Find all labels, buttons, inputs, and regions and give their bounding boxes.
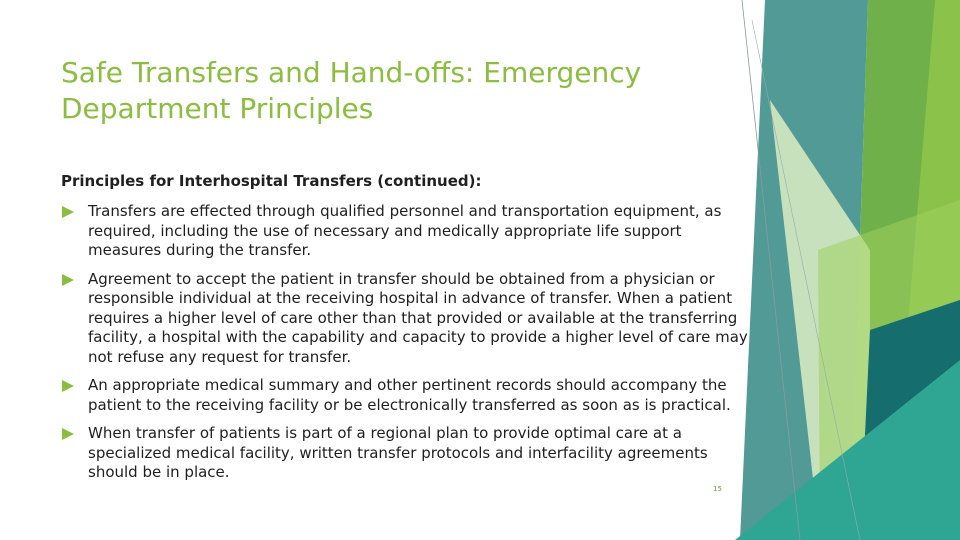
slide-title: Safe Transfers and Hand-offs: Emergency Department Principles bbox=[61, 56, 642, 125]
triangle-bullet-icon bbox=[61, 428, 74, 440]
bullet-text: When transfer of patients is part of a regional plan to provide optimal care at a specialized medical facility, written transfer protocols and interfacility agreements should be in place. bbox=[88, 424, 708, 481]
triangle-bullet-icon bbox=[61, 206, 74, 218]
bullet-text: Transfers are effected through qualified personnel and transportation equipment, as required, including the use of necessary and medically appropriate life support measures during the transfer. bbox=[88, 202, 722, 259]
bullet-item bbox=[61, 270, 751, 368]
bullet-text: An appropriate medical summary and other pertinent records should accompany the patient to the receiving facility or be electronically transferred as soon as is practical. bbox=[88, 376, 731, 414]
bullet-text: Agreement to accept the patient in transfer should be obtained from a physician or responsible individual at the receiving hospital in advance of transfer. When a patient requires a higher level of care other than that provided or available at the transferring facility, a hospital with the capability and capacity to provide a higher level of care may not refuse any request for transfer. bbox=[88, 269, 748, 366]
bullet-item bbox=[61, 202, 751, 261]
slide-subtitle: Principles for Interhospital Transfers (continued): bbox=[61, 172, 482, 190]
triangle-bullet-icon bbox=[61, 274, 74, 286]
bullet-item bbox=[61, 376, 751, 415]
bullet-list bbox=[61, 202, 751, 492]
triangle-bullet-icon bbox=[61, 380, 74, 392]
slide-number: 15 bbox=[713, 485, 722, 493]
bullet-item bbox=[61, 424, 751, 483]
